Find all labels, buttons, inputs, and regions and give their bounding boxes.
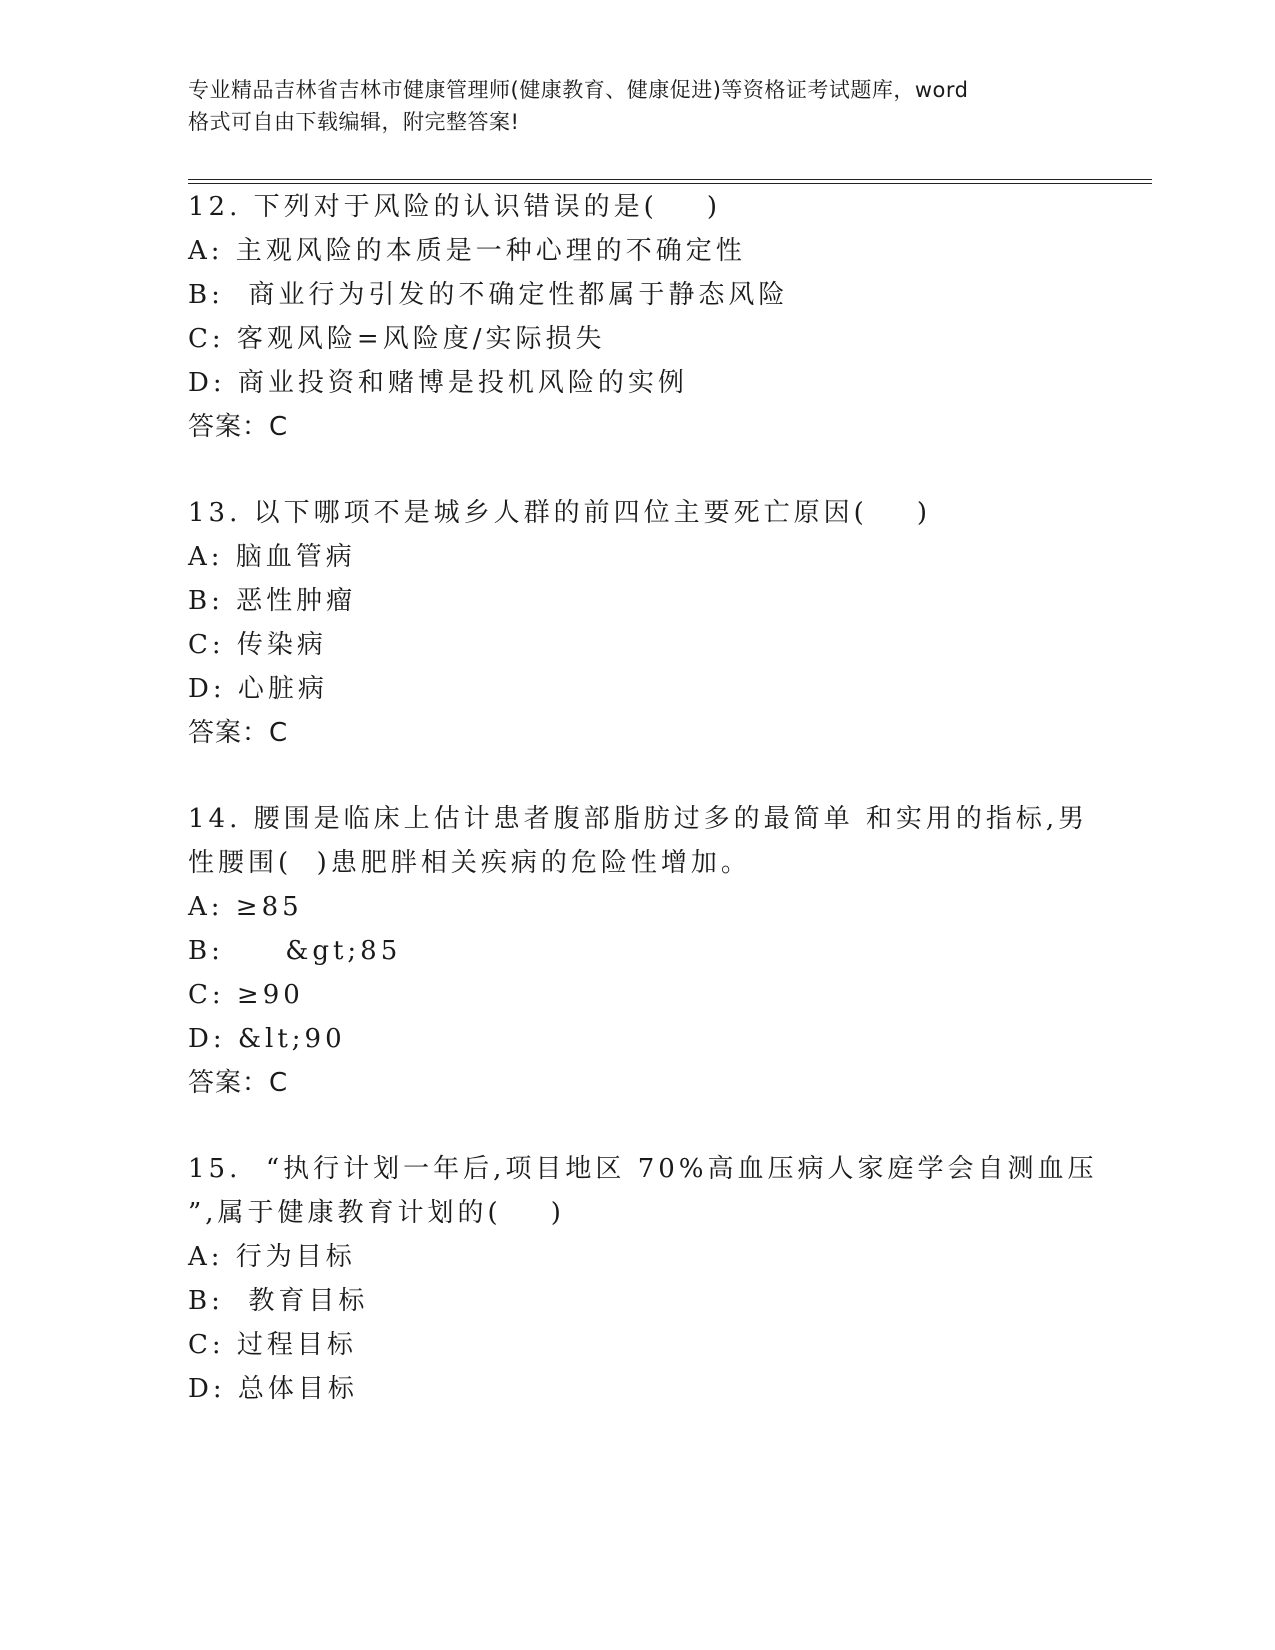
question-14-option-a: A: ≥85 xyxy=(188,892,303,922)
question-13-option-a: A: 脑血管病 xyxy=(188,542,356,572)
question-15-option-b: B: 教育目标 xyxy=(188,1286,369,1316)
question-15-option-c: C: 过程目标 xyxy=(188,1330,357,1360)
header-line-1: 专业精品吉林省吉林市健康管理师(健康教育、健康促进)等资格证考试题库，word xyxy=(188,78,969,102)
question-14-stem-line-1: 14. 腰围是临床上估计患者腹部脂肪过多的最简单 和实用的指标,男 xyxy=(188,804,1089,834)
question-12-answer: 答案：C xyxy=(188,412,289,442)
question-12-option-a: A: 主观风险的本质是一种心理的不确定性 xyxy=(188,236,746,266)
question-14-option-d: D: &lt;90 xyxy=(188,1024,346,1054)
document-header xyxy=(188,74,1088,138)
header-divider-bottom xyxy=(188,183,1152,184)
question-12-stem: 12. 下列对于风险的认识错误的是( ) xyxy=(188,192,721,222)
question-14-option-c: C: ≥90 xyxy=(188,980,304,1010)
question-14-option-b: B: &gt;85 xyxy=(188,936,402,966)
question-12-option-c: C: 客观风险=风险度/实际损失 xyxy=(188,324,606,354)
question-12-option-b: B: 商业行为引发的不确定性都属于静态风险 xyxy=(188,280,789,310)
question-14-stem-line-2: 性腰围( )患肥胖相关疾病的危险性增加。 xyxy=(188,848,751,878)
question-15-stem-line-1: 15. “执行计划一年后,项目地区 70%高血压病人家庭学会自测血压 xyxy=(188,1154,1098,1184)
question-15-option-d: D: 总体目标 xyxy=(188,1374,358,1404)
question-13-option-d: D: 心脏病 xyxy=(188,674,328,704)
question-15-stem-line-2: ”,属于健康教育计划的( ) xyxy=(188,1198,565,1228)
question-15-option-a: A: 行为目标 xyxy=(188,1242,356,1272)
question-13-option-b: B: 恶性肿瘤 xyxy=(188,586,357,616)
question-13-stem: 13. 以下哪项不是城乡人群的前四位主要死亡原因( ) xyxy=(188,498,931,528)
question-12-option-d: D: 商业投资和赌博是投机风险的实例 xyxy=(188,368,688,398)
question-14-answer: 答案：C xyxy=(188,1068,289,1098)
header-line-2: 格式可自由下载编辑，附完整答案! xyxy=(188,110,520,134)
header-divider-top xyxy=(188,179,1152,180)
question-13-answer: 答案：C xyxy=(188,718,289,748)
question-13-option-c: C: 传染病 xyxy=(188,630,327,660)
